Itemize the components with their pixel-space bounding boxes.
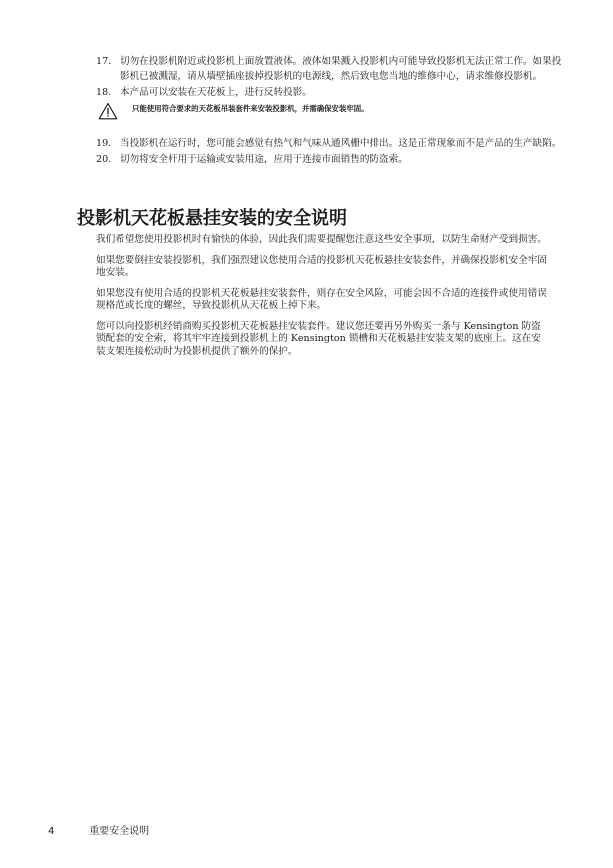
paragraph: 如果您要倒挂安装投影机，我们强烈建议您使用合适的投影机天花板悬挂安装套件，并确保投影机安全牢固地安装。 <box>96 254 547 278</box>
item-text: 切勿在投影机附近或投影机上面放置液体。液体如果溅入投影机内可能导致投影机无法正常工作。如果投影机已被溅湿，请从墙壁插座拔掉投影机的电源线，然后致电您当地的维修中心，请求维修投影机。 <box>120 56 562 82</box>
safety-list <box>96 54 566 168</box>
section-body <box>96 234 550 366</box>
footer-title: 重要安全说明 <box>89 826 150 837</box>
paragraph: 您可以向投影机经销商购买投影机天花板悬挂安装套件。建议您还要再另外购买一条与 Kensington 防盗锁配套的安全索，将其牢牢连接到投影机上的 Kensington 锁槽和天花板悬挂安装支架的底座上。这在安装支架连接松动时为投影机提供了额外的保护。 <box>96 320 541 357</box>
item-number: 20. <box>96 154 112 165</box>
page-footer <box>48 822 149 837</box>
warning-triangle-icon <box>98 102 118 120</box>
list-item <box>96 54 566 84</box>
item-text: 本产品可以安装在天花板上，进行反转投影。 <box>120 87 312 98</box>
item-text: 切勿将安全杆用于运输或安装用途，应用于连接市面销售的防盗索。 <box>120 154 408 165</box>
paragraph: 如果您没有使用合适的投影机天花板悬挂安装套件，则存在安全风险，可能会因不合适的连接件或使用错误规格范或长度的螺丝，导致投影机从天花板上掉下来。 <box>96 287 547 311</box>
warning-note <box>96 102 566 122</box>
list-item <box>96 152 566 167</box>
list-item <box>96 85 566 100</box>
page-number: 4 <box>48 826 55 837</box>
item-number: 19. <box>96 138 112 149</box>
section-title: 投影机天花板悬挂安装的安全说明 <box>77 208 347 229</box>
item-text: 当投影机在运行时，您可能会感觉有热气和气味从通风栅中排出。这是正常现象而不是产品的生产缺陷。 <box>120 138 562 149</box>
paragraph: 我们希望您使用投影机时有愉快的体验，因此我们需要提醒您注意这些安全事项，以防生命财产受到损害。 <box>96 234 547 245</box>
list-item <box>96 136 566 151</box>
item-number: 17. <box>96 56 112 67</box>
item-number: 18. <box>96 87 112 98</box>
warning-text: 只能使用符合要求的天花板吊装套件来安装投影机，并需确保安装牢固。 <box>132 104 369 113</box>
